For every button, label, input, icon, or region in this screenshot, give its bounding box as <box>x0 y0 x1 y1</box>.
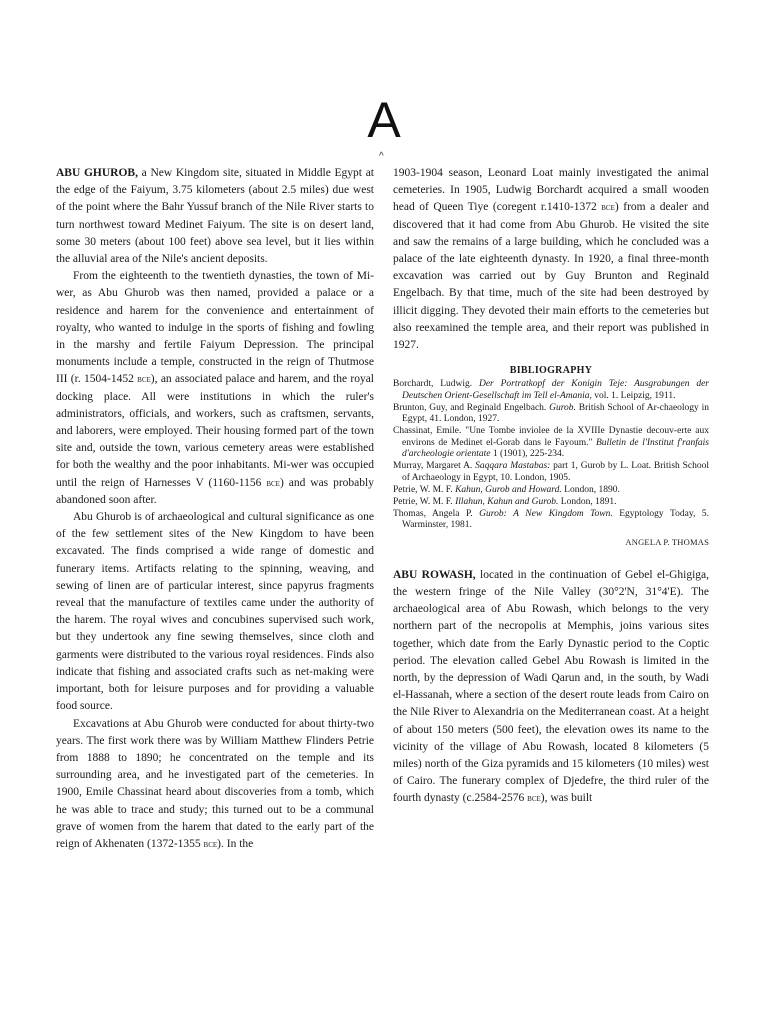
bib-author: Petrie, W. M. F. <box>393 484 456 495</box>
bib-details: part 1, Gurob by L. Loat. British School of Archaeology in Egypt, 10. London, 1905. <box>402 461 710 483</box>
bib-author: Petrie, W. M. F. <box>393 496 456 507</box>
section-letter: A <box>367 92 401 148</box>
era-abbrev: bce <box>266 477 280 489</box>
paragraph-excavations-continued <box>393 165 709 354</box>
bibliography-entry <box>393 379 709 402</box>
paragraph-mi-wer <box>56 268 374 509</box>
bib-author: Chassinat, Emile. "Une Tombe inviolee de la XVIIIe Dynastie decouv-erte aux environs de Medinet el-Gorab dans le Fayoum." <box>393 426 709 448</box>
paragraph-text: ) and was probably abandoned soon after. <box>56 476 374 506</box>
paragraph-text: ) from a dealer and discovered that it had come from Abu Ghurob. He visited the site and saw the remains of a large building, which he concluded was a palace of the late eighteenth dynasty. In 1920, a final three-month excavation was carried out by Guy Brunton and Reginald Engelbach. By that time, much of the site had been destroyed by illicit digging. They devoted their main efforts to the cemeteries but also reexamined the temple area, and their report was published in 1927. <box>393 201 709 352</box>
bib-title: Saqqara Mastabas: <box>475 461 551 472</box>
bib-details: vol. 1. Leipzig, 1911. <box>591 390 676 401</box>
bib-title: Gurob: A New Kingdom Town. <box>479 508 613 519</box>
bib-author: Murray, Margaret A. <box>393 461 476 472</box>
bibliography-heading: BIBLIOGRAPHY <box>509 365 593 377</box>
section-spacer <box>393 548 709 567</box>
paragraph-text: a New Kingdom site, situated in Middle Egypt at the edge of the Faiyum, 3.75 kilometers (about 2.5 miles) due west of the point where the Bahr Yussuf branch of the Nile River starts to turn northwest toward Medinet Faiyum. The site is on desert land, some 30 meters (about 100 feet) above sea level, but it lies within the alluvial area of the Nile's ancient deposits. <box>56 167 374 266</box>
era-abbrev: bce <box>137 374 151 386</box>
caret-mark: ^ <box>379 151 384 162</box>
bib-title: Kahun, Gurob and Howard. <box>455 484 562 495</box>
bib-title: Bulletin de l'Institut f'ranfais d'archeologie orientate <box>402 437 709 460</box>
entry-abu-ghurob-intro <box>56 165 374 268</box>
bib-details: London, 1891. <box>558 496 617 507</box>
bib-title: Gurob. <box>549 402 576 413</box>
bibliography-entry <box>393 497 709 509</box>
paragraph-text: Excavations at Abu Ghurob were conducted for about thirty-two years. The first work there was by William Matthew Flinders Petrie from 1888 to 1890; he concentrated on the temple and its surrounding area, and he investigated part of the cemeteries. In 1900, Emile Chassinat heard about discoveries from a tomb, which he was able to trace and study; this turned out to be a communal grave of women from the harem that dated to the early part of the reign of Akhenaten (1372-1355 <box>56 717 374 850</box>
bib-author: Thomas, Angela P. <box>393 508 480 519</box>
entry-title-abu-rowash: ABU ROWASH, <box>393 568 476 581</box>
paragraph-text: From the eighteenth to the twentieth dynasties, the town of Mi-wer, as Abu Ghurob was then named, provided a palace or a residence and harem for the convenience and entertainment of royalty, who wanted to indulge in the sports of fishing and fowling in the marshy and fertile Faiyum Depression. The principal monuments include a temple, constructed in the reign of Thutmose III (r. 1504-1452 <box>56 270 374 386</box>
author-signature: ANGELA P. THOMAS <box>625 536 709 547</box>
bib-title: Der Portratkopf der Konigin Teje: Ausgrabungen der Deutschen Orient-Gesellschaft im Tell el-Amania, <box>402 379 709 401</box>
bibliography-entry <box>393 426 709 461</box>
paragraph-text: ). In the <box>217 837 254 850</box>
bibliography-list <box>393 379 709 532</box>
left-column <box>56 165 374 853</box>
bibliography-entry <box>393 485 709 497</box>
paragraph-text: 1903-1904 season, Leonard Loat mainly investigated the animal cemeteries. In 1905, Ludwig Borchardt acquired a small wooden head of Queen Tiye (coregent r.1410-1372 <box>393 167 709 214</box>
paragraph-text: located in the continuation of Gebel el-Ghigiga, the western fringe of the Nile Valley (30°2'N, 31°4'E). The archaeological area of Abu Rowash, which belongs to the very northern part of the necropolis at Memphis, joins various sites together, which date from the Early Dynastic period to the Coptic period. The elevation called Gebel Abu Rowash is limited in the north, by the depression of Wadi Qarun and, in the south, by Wadi el-Hassanah, where a section of the desert route leads from Cairo on the Nile River to Alexandria on the Mediterranean coast. At a height of about 150 meters (500 feet), the elevation owes its name to the vicinity of the village of Abu Rowash, located 8 kilometers (5 miles) north of the Giza pyramids and 15 kilometers (10 miles) west of Cairo. The funerary complex of Djedefre, the third ruler of the fourth dynasty (c.2584-2576 <box>393 568 710 805</box>
entry-abu-rowash-intro <box>393 567 709 808</box>
era-abbrev: bce <box>601 202 615 214</box>
era-abbrev: bce <box>203 838 218 850</box>
era-abbrev: bce <box>527 793 541 805</box>
bibliography-entry <box>393 509 709 532</box>
bibliography-entry <box>393 461 709 484</box>
entry-title-abu-ghurob: ABU GHUROB, <box>56 167 138 179</box>
bib-author: Brunton, Guy, and Reginald Engelbach. <box>393 402 550 413</box>
paragraph-significance: Abu Ghurob is of archaeological and cultural significance as one of the few settlement sites of the New Kingdom to have been excavated. The finds comprised a wide range of domestic and funerary items. Artifacts relating to the spinning, weaving, and sewing of linen are of particular interest, since papyrus fragments reveal that the manufacture of textiles came under the authority of the harem. The royal wives and concubines supervised such work, but they undertook any fine sewing themselves, since cloth and garments were distributed to the various royal residences. Finds also indicate that fishing and associated crafts such as net-making were important, both for leisure purposes and for providing a valuable food source. <box>56 511 374 713</box>
paragraph-excavations <box>56 716 374 854</box>
bib-details: British School of Ar-chaeology in Egypt, 41. London, 1927. <box>402 402 709 425</box>
paragraph-text: ), was built <box>540 792 593 805</box>
paragraph-text: ), an associated palace and harem, and the royal docking place. All were institutions in which the ruler's administrators, officials, and workers, such as craftsmen, servants, and laborers, were employed. Their housing formed part of the town site and, outside the town, various cemetery areas were established for both the wealthy and the poor inhabitants. Mi-wer was occupied until the reign of Harnesses V (1160-1156 <box>56 373 374 489</box>
bib-details: 1 (1901), 225-234. <box>490 449 565 460</box>
bib-details: London, 1890. <box>561 484 620 495</box>
bib-author: Borchardt, Ludwig. <box>393 379 479 390</box>
bib-title: Illahun, Kahun and Gurob. <box>455 496 559 507</box>
bib-details: Egyptology Today, 5. Warminster, 1981. <box>402 508 709 531</box>
right-column <box>393 165 709 808</box>
bibliography-entry <box>393 403 709 426</box>
